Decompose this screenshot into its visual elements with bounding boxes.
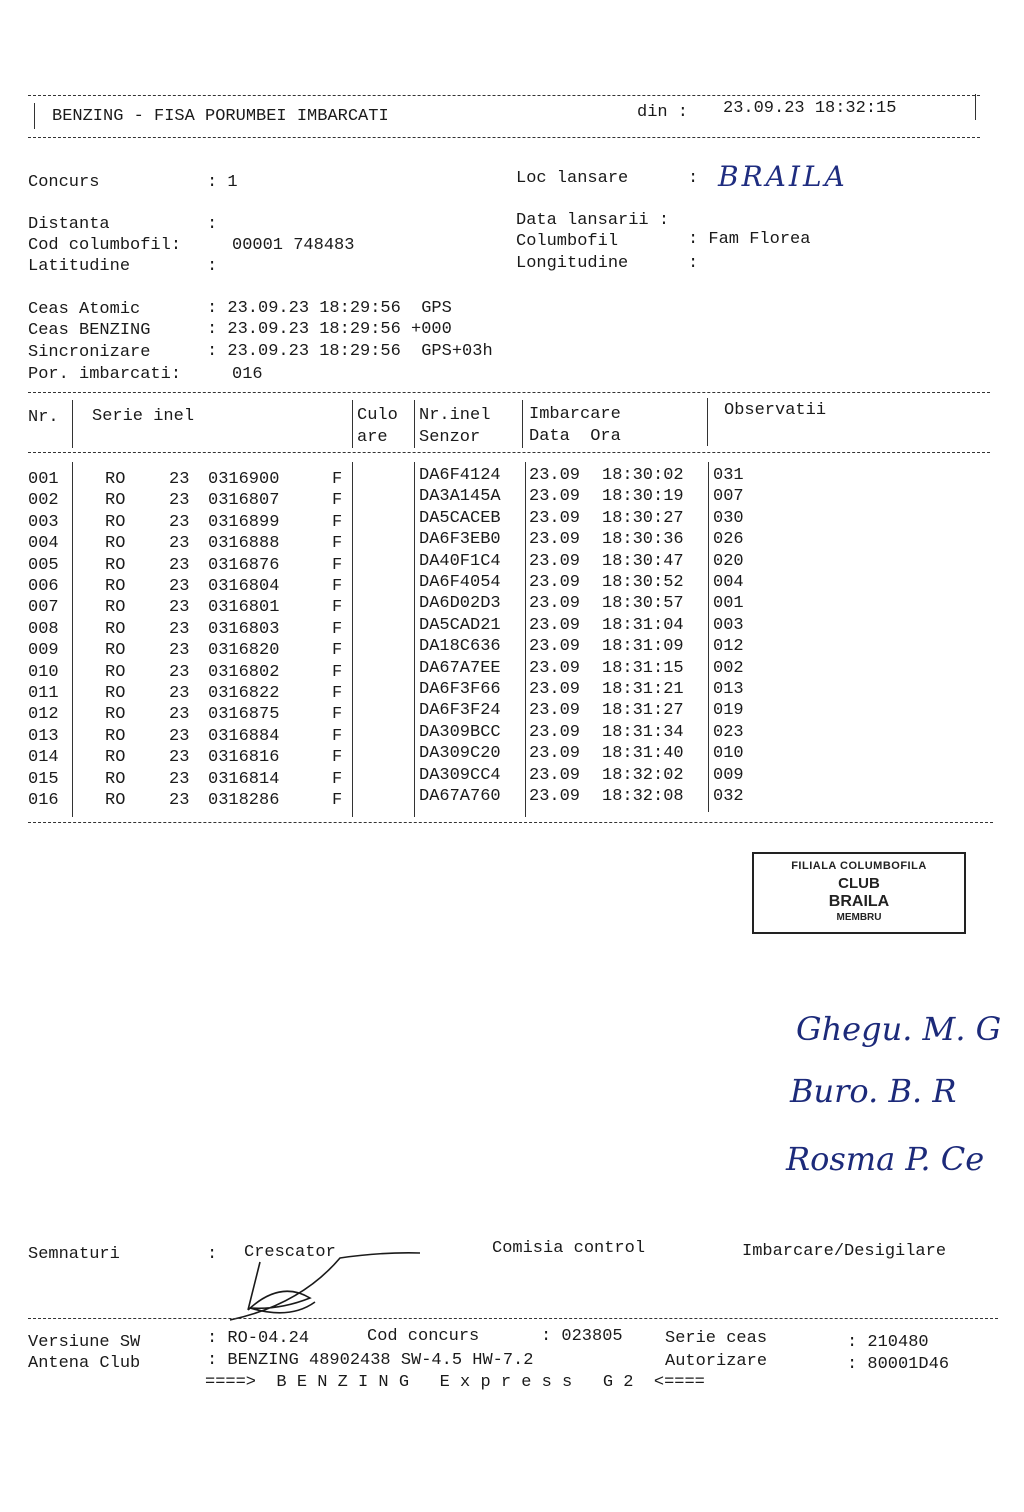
row-obs: 019: [713, 701, 744, 721]
cod-concurs-value: : 023805: [541, 1327, 623, 1346]
row-time: 18:32:02: [602, 765, 684, 785]
row-obs: 013: [713, 680, 744, 699]
row-nr: 001: [28, 470, 59, 489]
row-sensor: DA309BCC: [419, 722, 501, 742]
row-year: 23: [169, 748, 190, 768]
row-year: 23: [169, 491, 190, 511]
row-country: RO: [105, 726, 126, 746]
row-year: 23: [169, 598, 190, 618]
header-bottom-border: [28, 137, 980, 138]
col-header-data-ora: Data Ora: [529, 427, 621, 446]
row-date: 23.09: [529, 551, 581, 571]
row-date: 23.09: [529, 701, 581, 721]
row-ring: 0316884: [208, 726, 280, 746]
row-time: 18:31:27: [602, 701, 684, 721]
row-ring: 0316900: [208, 470, 280, 489]
row-time: 18:32:08: [602, 787, 684, 806]
row-sensor: DA5CACEB: [419, 508, 501, 528]
row-year: 23: [169, 555, 190, 575]
row-sex: F: [332, 512, 343, 532]
stamp-line-1: FILIALA COLUMBOFILA: [791, 860, 927, 872]
cod-concurs-label: Cod concurs: [367, 1327, 480, 1346]
row-date: 23.09: [529, 594, 581, 614]
autorizare-label: Autorizare: [665, 1352, 768, 1371]
ceas-atomic-label: Ceas Atomic: [28, 300, 141, 319]
row-year: 23: [169, 641, 190, 661]
row-time: 18:30:57: [602, 594, 684, 614]
row-sex: F: [332, 705, 343, 725]
row-ring: 0316820: [208, 641, 280, 661]
row-ring: 0316801: [208, 598, 280, 618]
row-sensor: DA5CAD21: [419, 615, 501, 635]
row-year: 23: [169, 577, 190, 596]
row-date: 23.09: [529, 787, 581, 806]
row-obs: 001: [713, 594, 744, 614]
row-nr: 007: [28, 598, 59, 618]
row-obs: 032: [713, 787, 744, 806]
benzing-express-banner: ====> B E N Z I N G E x p r e s s G 2 <====: [205, 1373, 705, 1392]
col-header-observatii: Observatii: [724, 401, 827, 420]
row-country: RO: [105, 619, 126, 639]
row-year: 23: [169, 726, 190, 746]
row-date: 23.09: [529, 765, 581, 785]
sincronizare-label: Sincronizare: [28, 343, 151, 362]
row-date: 23.09: [529, 530, 581, 550]
header-left-border: [34, 103, 35, 129]
row-year: 23: [169, 512, 190, 532]
row-ring: 0316814: [208, 769, 280, 789]
row-country: RO: [105, 684, 126, 703]
col-divider-5: [708, 462, 709, 812]
serie-ceas-label: Serie ceas: [665, 1329, 768, 1348]
row-country: RO: [105, 470, 126, 489]
row-country: RO: [105, 491, 126, 511]
row-year: 23: [169, 705, 190, 725]
row-sensor: DA6D02D3: [419, 594, 501, 614]
col-divider-header-2: [352, 400, 353, 448]
ceas-benzing-value: : 23.09.23 18:29:56 +000: [207, 320, 452, 339]
col-header-imbarcare: Imbarcare: [529, 405, 621, 424]
row-nr: 009: [28, 641, 59, 661]
row-ring: 0316802: [208, 662, 280, 682]
row-sex: F: [332, 662, 343, 682]
row-sex: F: [332, 769, 343, 789]
din-value: 23.09.23 18:32:15: [723, 99, 897, 118]
row-obs: 009: [713, 765, 744, 785]
stamp-line-2: CLUB: [838, 875, 880, 892]
serie-ceas-value: : 210480: [847, 1333, 929, 1352]
row-year: 23: [169, 662, 190, 682]
signature-2: Buro. B. R: [790, 1072, 957, 1110]
row-sex: F: [332, 791, 343, 810]
longitudine-value: :: [688, 254, 699, 273]
row-year: 23: [169, 470, 190, 489]
row-sex: F: [332, 491, 343, 511]
col-divider-2: [352, 462, 353, 817]
header-top-border: [28, 95, 980, 96]
latitudine-label: Latitudine: [28, 257, 131, 276]
row-time: 18:31:34: [602, 722, 684, 742]
por-imbarcati-label: Por. imbarcati:: [28, 365, 182, 384]
col-header-nrinel: Nr.inel: [419, 406, 491, 425]
row-date: 23.09: [529, 680, 581, 699]
latitudine-value: :: [207, 257, 218, 276]
row-sensor: DA309CC4: [419, 765, 501, 785]
crescator-label: Crescator: [244, 1243, 336, 1262]
row-nr: 014: [28, 748, 59, 768]
row-obs: 007: [713, 487, 744, 507]
row-time: 18:31:04: [602, 615, 684, 635]
row-sensor: DA6F3F24: [419, 701, 501, 721]
row-ring: 0316816: [208, 748, 280, 768]
row-ring: 0318286: [208, 791, 280, 810]
row-nr: 010: [28, 662, 59, 682]
row-nr: 012: [28, 705, 59, 725]
row-date: 23.09: [529, 466, 581, 485]
row-ring: 0316807: [208, 491, 280, 511]
row-time: 18:30:36: [602, 530, 684, 550]
stamp-line-3: BRAILA: [828, 893, 890, 910]
row-date: 23.09: [529, 508, 581, 528]
row-obs: 010: [713, 744, 744, 764]
row-sex: F: [332, 684, 343, 703]
row-sex: F: [332, 534, 343, 554]
col-divider-header-1: [72, 400, 73, 448]
row-nr: 004: [28, 534, 59, 554]
row-time: 18:30:27: [602, 508, 684, 528]
row-country: RO: [105, 641, 126, 661]
row-time: 18:31:15: [602, 658, 684, 678]
signature-1: Ghegu. M. G: [796, 1010, 1002, 1048]
row-sex: F: [332, 748, 343, 768]
row-obs: 023: [713, 722, 744, 742]
row-ring: 0316888: [208, 534, 280, 554]
col-divider-1: [72, 462, 73, 817]
versiune-sw-value: : RO-04.24: [207, 1329, 310, 1348]
row-time: 18:31:40: [602, 744, 684, 764]
row-date: 23.09: [529, 637, 581, 657]
row-country: RO: [105, 791, 126, 810]
stamp-line-4: MEMBRU: [836, 912, 882, 923]
row-time: 18:30:19: [602, 487, 684, 507]
concurs-label: Concurs: [28, 173, 100, 192]
row-year: 23: [169, 619, 190, 639]
loc-lansare-label: Loc lansare: [516, 169, 629, 188]
row-sensor: DA67A760: [419, 787, 501, 806]
row-year: 23: [169, 769, 190, 789]
row-country: RO: [105, 705, 126, 725]
row-country: RO: [105, 555, 126, 575]
antena-club-label: Antena Club: [28, 1354, 141, 1373]
antena-club-value: : BENZING 48902438 SW-4.5 HW-7.2: [207, 1351, 534, 1370]
columbofil-label: Columbofil: [516, 232, 619, 251]
col-divider-header-3: [414, 400, 415, 448]
row-time: 18:30:52: [602, 573, 684, 592]
row-country: RO: [105, 512, 126, 532]
row-obs: 012: [713, 637, 744, 657]
row-nr: 005: [28, 555, 59, 575]
row-sex: F: [332, 577, 343, 596]
row-ring: 0316875: [208, 705, 280, 725]
row-nr: 015: [28, 769, 59, 789]
cod-columbofil-value: 00001 748483: [232, 236, 355, 255]
row-sensor: DA6F4124: [419, 466, 501, 485]
row-nr: 003: [28, 512, 59, 532]
row-country: RO: [105, 534, 126, 554]
comisia-control-label: Comisia control: [492, 1239, 646, 1258]
col-header-serie: Serie inel: [92, 407, 195, 426]
document-title: BENZING - FISA PORUMBEI IMBARCATI: [52, 107, 389, 126]
ceas-benzing-label: Ceas BENZING: [28, 321, 151, 340]
row-sensor: DA3A145A: [419, 487, 501, 507]
row-time: 18:30:47: [602, 551, 684, 571]
row-obs: 020: [713, 551, 744, 571]
semnaturi-label: Semnaturi: [28, 1245, 120, 1264]
row-time: 18:31:21: [602, 680, 684, 699]
row-year: 23: [169, 684, 190, 703]
concurs-value: : 1: [207, 173, 238, 192]
row-obs: 004: [713, 573, 744, 592]
imbarcare-desigilare-label: Imbarcare/Desigilare: [742, 1242, 947, 1261]
row-ring: 0316876: [208, 555, 280, 575]
col-header-senzor: Senzor: [419, 428, 481, 447]
row-sex: F: [332, 641, 343, 661]
autorizare-value: : 80001D46: [847, 1355, 950, 1374]
header-right-border: [975, 94, 976, 120]
row-date: 23.09: [529, 573, 581, 592]
din-label: din :: [637, 103, 689, 122]
table-top-border: [28, 392, 990, 393]
row-sensor: DA309C20: [419, 744, 501, 764]
row-country: RO: [105, 748, 126, 768]
signature-3: Rosma P. Ce: [786, 1140, 985, 1178]
row-country: RO: [105, 769, 126, 789]
row-nr: 006: [28, 577, 59, 596]
crescator-signature: [220, 1250, 440, 1335]
row-date: 23.09: [529, 722, 581, 742]
col-divider-header-5: [707, 398, 708, 446]
row-nr: 011: [28, 684, 59, 703]
row-sensor: DA67A7EE: [419, 658, 501, 678]
row-sensor: DA18C636: [419, 637, 501, 657]
row-obs: 003: [713, 615, 744, 635]
loc-lansare-handwritten: BRAILA: [718, 160, 848, 193]
row-sensor: DA6F4054: [419, 573, 501, 592]
row-year: 23: [169, 534, 190, 554]
row-country: RO: [105, 577, 126, 596]
row-year: 23: [169, 791, 190, 810]
row-sensor: DA6F3F66: [419, 680, 501, 699]
ceas-atomic-value: : 23.09.23 18:29:56 GPS: [207, 299, 452, 318]
row-sensor: DA6F3EB0: [419, 530, 501, 550]
col-header-culo: Culo: [357, 406, 398, 425]
row-ring: 0316803: [208, 619, 280, 639]
row-obs: 002: [713, 658, 744, 678]
longitudine-label: Longitudine: [516, 254, 629, 273]
row-sensor: DA40F1C4: [419, 551, 501, 571]
semnaturi-sep: :: [207, 1245, 218, 1264]
col-header-culo-2: are: [357, 428, 388, 447]
col-divider-4: [525, 462, 526, 817]
row-sex: F: [332, 726, 343, 746]
row-nr: 008: [28, 619, 59, 639]
row-time: 18:30:02: [602, 466, 684, 485]
columbofil-value: : Fam Florea: [688, 230, 811, 249]
row-ring: 0316822: [208, 684, 280, 703]
footer-separator: [28, 1318, 998, 1319]
table-bottom-border: [28, 822, 993, 823]
data-lansarii-label: Data lansarii :: [516, 211, 670, 230]
distanta-value: :: [207, 215, 218, 234]
row-sex: F: [332, 598, 343, 618]
row-obs: 031: [713, 466, 744, 485]
table-header-separator: [28, 452, 990, 453]
row-date: 23.09: [529, 615, 581, 635]
row-nr: 013: [28, 726, 59, 746]
col-divider-header-4: [522, 400, 523, 448]
row-sex: F: [332, 470, 343, 489]
row-nr: 016: [28, 791, 59, 810]
loc-lansare-sep: :: [688, 169, 699, 188]
row-obs: 026: [713, 530, 744, 550]
row-country: RO: [105, 662, 126, 682]
row-country: RO: [105, 598, 126, 618]
row-date: 23.09: [529, 744, 581, 764]
row-obs: 030: [713, 508, 744, 528]
row-ring: 0316899: [208, 512, 280, 532]
row-ring: 0316804: [208, 577, 280, 596]
row-sex: F: [332, 555, 343, 575]
col-divider-3: [414, 462, 415, 817]
row-sex: F: [332, 619, 343, 639]
col-header-nr: Nr.: [28, 408, 59, 427]
row-nr: 002: [28, 491, 59, 511]
cod-columbofil-label: Cod columbofil:: [28, 236, 182, 255]
sincronizare-value: : 23.09.23 18:29:56 GPS+03h: [207, 342, 493, 361]
versiune-sw-label: Versiune SW: [28, 1333, 141, 1352]
row-date: 23.09: [529, 658, 581, 678]
distanta-label: Distanta: [28, 215, 110, 234]
row-time: 18:31:09: [602, 637, 684, 657]
row-date: 23.09: [529, 487, 581, 507]
por-imbarcati-value: 016: [232, 365, 263, 384]
club-stamp: [752, 852, 966, 934]
